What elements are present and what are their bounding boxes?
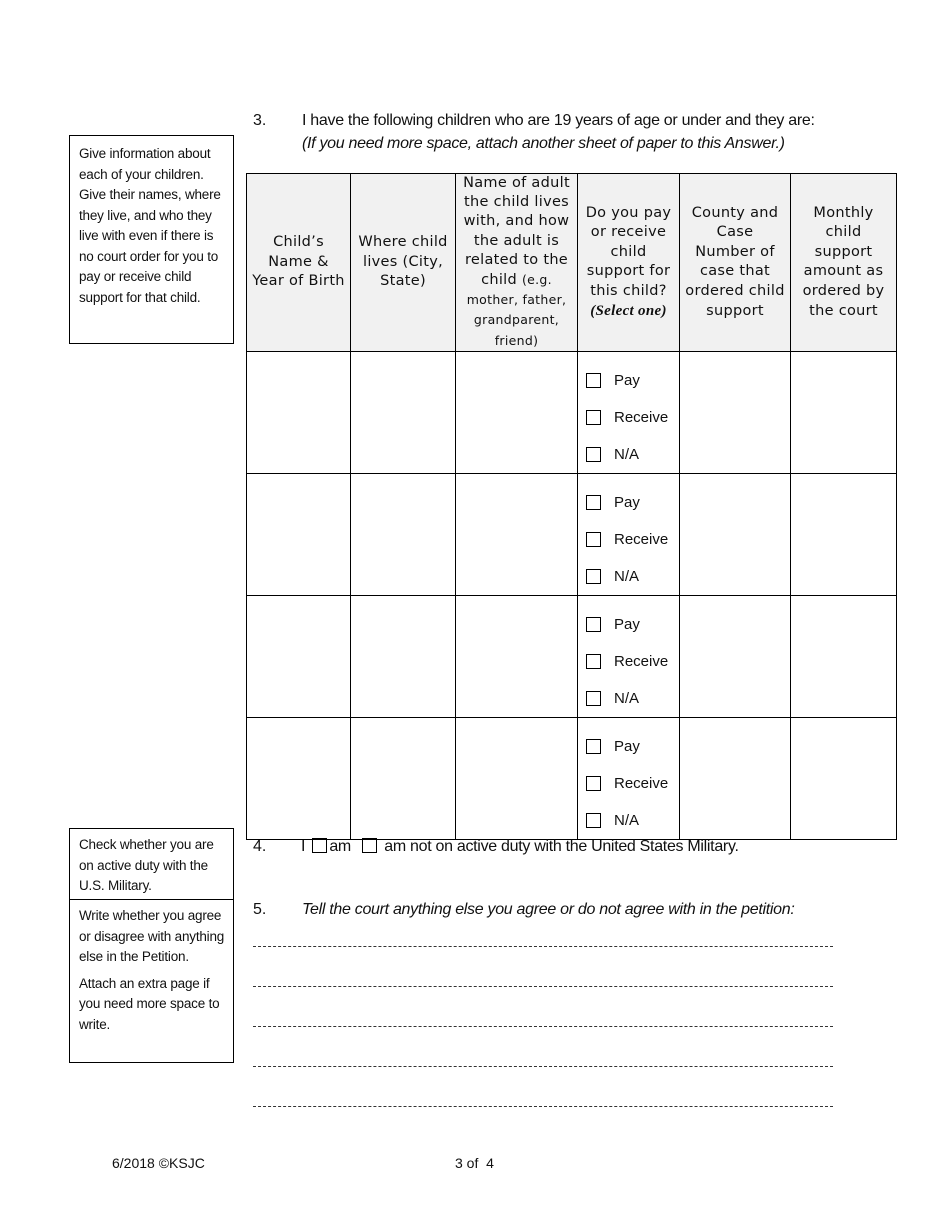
na-checkbox[interactable] xyxy=(586,447,601,462)
cell-monthly-amount[interactable] xyxy=(791,595,897,717)
option-pay: Pay xyxy=(586,728,679,765)
cell-county-case[interactable] xyxy=(680,717,791,839)
agree-note-text-2: Attach an extra page if you need more space to write. xyxy=(79,975,220,1032)
pay-checkbox[interactable] xyxy=(586,739,601,754)
children-table xyxy=(246,173,897,840)
response-line[interactable] xyxy=(253,1106,833,1107)
option-pay: Pay xyxy=(586,606,679,643)
item3-number: 3. xyxy=(253,112,267,129)
cell-support xyxy=(578,595,680,717)
option-na: N/A xyxy=(586,436,679,473)
agree-note xyxy=(69,899,234,1063)
table-row xyxy=(247,595,897,717)
option-receive: Receive xyxy=(586,643,679,680)
cell-child-name[interactable] xyxy=(247,351,351,473)
item3-note: (If you need more space, attach another sheet of paper to this Answer.) xyxy=(302,135,785,152)
cell-where-lives[interactable] xyxy=(351,351,456,473)
option-na: N/A xyxy=(586,558,679,595)
option-na: N/A xyxy=(586,802,679,839)
cell-where-lives[interactable] xyxy=(351,595,456,717)
na-checkbox[interactable] xyxy=(586,691,601,706)
cell-monthly-amount[interactable] xyxy=(791,473,897,595)
receive-checkbox[interactable] xyxy=(586,654,601,669)
cell-child-name[interactable] xyxy=(247,595,351,717)
footer-date: 6/2018 ©KSJC xyxy=(112,1155,205,1171)
receive-checkbox[interactable] xyxy=(586,532,601,547)
pay-checkbox[interactable] xyxy=(586,373,601,388)
table-row xyxy=(247,351,897,473)
item4-number: 4. xyxy=(253,838,267,855)
na-checkbox[interactable] xyxy=(586,569,601,584)
agree-note-text-1: Write whether you agree or disagree with anything else in the Petition. xyxy=(79,908,225,964)
item5-number: 5. xyxy=(253,901,267,918)
cell-support xyxy=(578,717,680,839)
cell-adult[interactable] xyxy=(456,595,578,717)
response-line[interactable] xyxy=(253,1066,833,1067)
cell-monthly-amount[interactable] xyxy=(791,351,897,473)
military-note xyxy=(69,828,234,900)
receive-checkbox[interactable] xyxy=(586,410,601,425)
cell-county-case[interactable] xyxy=(680,351,791,473)
item3-text: I have the following children who are 19 years of age or under and they are: xyxy=(302,112,815,129)
children-info-note xyxy=(69,135,234,344)
cell-support xyxy=(578,351,680,473)
receive-checkbox[interactable] xyxy=(586,776,601,791)
option-receive: Receive xyxy=(586,399,679,436)
item5-text: Tell the court anything else you agree or do not agree with in the petition: xyxy=(302,901,795,918)
cell-child-name[interactable] xyxy=(247,473,351,595)
response-line[interactable] xyxy=(253,1026,833,1027)
military-note-text: Check whether you are on active duty with the U.S. Military. xyxy=(79,837,214,893)
table-row xyxy=(247,717,897,839)
table-row xyxy=(247,473,897,595)
option-receive: Receive xyxy=(586,521,679,558)
header-county-case: County and Case Number of case that ordered child support xyxy=(680,174,791,352)
header-adult: Name of adult the child lives with, and how the adult is related to the child (e.g. mother, father, grandparent, friend) xyxy=(456,174,578,352)
cell-child-name[interactable] xyxy=(247,717,351,839)
cell-monthly-amount[interactable] xyxy=(791,717,897,839)
am-checkbox[interactable] xyxy=(312,838,327,853)
header-monthly-amount: Monthly child support amount as ordered by the court xyxy=(791,174,897,352)
children-info-text: Give information about each of your children. Give their names, where they live, and who they live with even if there is no court order for you to pay or receive child support for that child. xyxy=(79,146,221,305)
table-header-row xyxy=(247,174,897,352)
cell-support xyxy=(578,473,680,595)
cell-where-lives[interactable] xyxy=(351,717,456,839)
option-na: N/A xyxy=(586,680,679,717)
header-where-lives: Where child lives (City, State) xyxy=(351,174,456,352)
cell-county-case[interactable] xyxy=(680,473,791,595)
pay-checkbox[interactable] xyxy=(586,495,601,510)
cell-adult[interactable] xyxy=(456,473,578,595)
option-pay: Pay xyxy=(586,484,679,521)
response-line[interactable] xyxy=(253,986,833,987)
option-pay: Pay xyxy=(586,362,679,399)
response-line[interactable] xyxy=(253,946,833,947)
na-checkbox[interactable] xyxy=(586,813,601,828)
item4-statement: I am am not on active duty with the United States Military. xyxy=(301,838,739,855)
cell-county-case[interactable] xyxy=(680,595,791,717)
cell-adult[interactable] xyxy=(456,717,578,839)
cell-adult[interactable] xyxy=(456,351,578,473)
pay-checkbox[interactable] xyxy=(586,617,601,632)
cell-where-lives[interactable] xyxy=(351,473,456,595)
option-receive: Receive xyxy=(586,765,679,802)
footer-page-number: 3 of 4 xyxy=(455,1155,494,1171)
am-not-checkbox[interactable] xyxy=(362,838,377,853)
header-support: Do you pay or receive child support for this child? (Select one) xyxy=(578,174,680,352)
header-child-name: Child’s Name & Year of Birth xyxy=(247,174,351,352)
